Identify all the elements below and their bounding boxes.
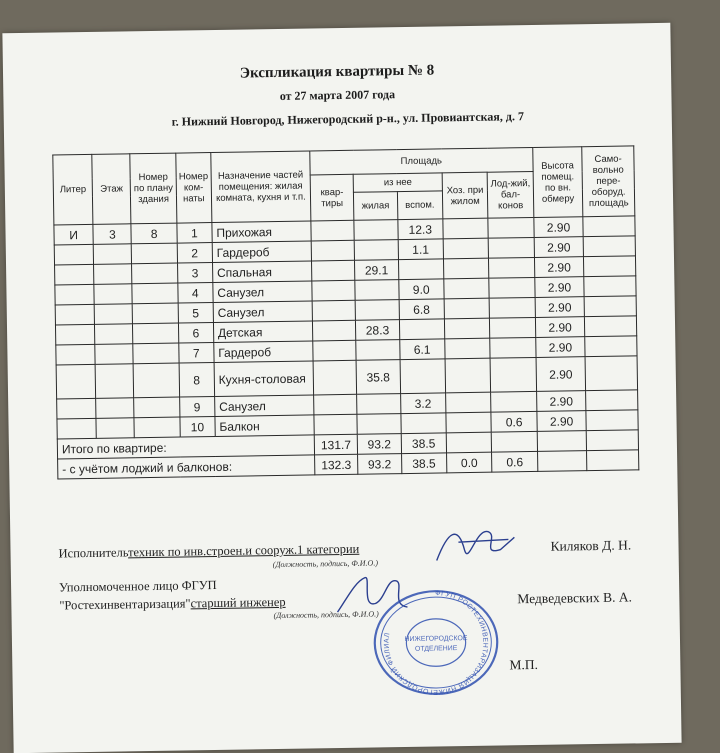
cell-room-name: Санузел <box>214 395 313 417</box>
cell-liter <box>57 418 97 439</box>
official-stamp <box>356 585 516 699</box>
cell-utility-area <box>443 238 489 259</box>
cell-liter <box>57 398 97 419</box>
total-balconies-label: - с учётом лоджий и балконов: <box>58 455 315 479</box>
cell-room-number: 4 <box>178 283 213 304</box>
cell-aux-area: 6.8 <box>399 299 445 320</box>
cell-floor <box>94 264 132 285</box>
executor-caption: (Должность, подпись, Ф.И.О.) <box>272 558 379 570</box>
cell-room-number: 9 <box>179 397 214 418</box>
cell-balcony-area <box>490 317 536 338</box>
cell-unauthorized <box>585 316 637 337</box>
cell-room-number: 1 <box>177 223 212 244</box>
total-living: 93.2 <box>357 434 401 455</box>
cell-floor <box>94 284 132 305</box>
cell-balcony-area: 0.6 <box>491 411 537 432</box>
cell-aux-area <box>400 413 446 434</box>
cell-utility-area <box>444 298 490 319</box>
cell-unauthorized <box>584 256 636 277</box>
cell-balcony-area <box>489 257 535 278</box>
cell-plan-number <box>133 303 179 324</box>
cell-living-area <box>354 240 398 261</box>
cell-living-area: 35.8 <box>356 360 400 395</box>
svg-text:ФГУП РОСТЕХИНВЕНТАРИЗАЦИЯ НИЖЕ: ФГУП РОСТЕХИНВЕНТАРИЗАЦИЯ НИЖЕГОРОДСКИЙ ФИЛИАЛ <box>383 590 489 696</box>
cell-room-name: Санузел <box>213 281 312 303</box>
total-balconies-apartment: 132.3 <box>314 454 358 475</box>
cell-balcony-area <box>489 297 535 318</box>
cell-balcony-area <box>489 277 535 298</box>
cell-room-name: Прихожая <box>212 221 311 243</box>
authorized-line2 <box>59 595 285 614</box>
total-balconies-living: 93.2 <box>358 454 402 475</box>
cell-room-number: 7 <box>179 343 214 364</box>
cell-height: 2.90 <box>535 337 585 358</box>
cell-floor <box>93 244 131 265</box>
cell-apartment-area <box>311 260 355 281</box>
header-of-it: из нее <box>353 173 442 192</box>
executor-prefix: Исполнитель <box>58 545 129 561</box>
cell-utility-area <box>445 358 491 393</box>
header-purpose: Назначение частей помещения: жилая комната, кухня и т.п. <box>211 151 311 223</box>
cell-room-number: 2 <box>177 243 212 264</box>
cell-floor <box>96 418 134 439</box>
cell-aux-area: 12.3 <box>397 219 443 240</box>
cell-room-name: Кухня-столовая <box>214 361 314 397</box>
cell-plan-number <box>132 243 178 264</box>
authorized-line1: Уполномоченное лицо ФГУП <box>58 577 217 595</box>
cell-liter <box>55 264 95 285</box>
cell-utility-area <box>446 412 492 433</box>
header-utility: Хоз. при жилом <box>442 172 488 219</box>
total-balconies-balcony: 0.6 <box>492 451 538 472</box>
header-height: Высота помещ. по вн. обмеру <box>533 147 584 218</box>
cell-room-number: 3 <box>177 263 212 284</box>
svg-text:ОТДЕЛЕНИЕ: ОТДЕЛЕНИЕ <box>414 645 458 653</box>
cell-apartment-area <box>311 220 355 241</box>
header-auxiliary: вспом. <box>397 191 443 220</box>
cell-balcony-area <box>488 217 534 238</box>
total-balconies-aux: 38.5 <box>401 453 447 474</box>
cell-height: 2.90 <box>537 411 587 432</box>
document-date: от 27 марта 2007 года <box>279 87 396 103</box>
cell-liter <box>55 284 95 305</box>
cell-room-name: Детская <box>213 321 312 343</box>
cell-living-area <box>355 300 399 321</box>
cell-liter <box>56 344 96 365</box>
cell-apartment-area <box>314 394 358 415</box>
cell-liter <box>55 304 95 325</box>
header-apartment: квар-тиры <box>310 174 354 221</box>
header-balcony: Лод-жий, бал-конов <box>487 171 533 218</box>
cell-apartment-area <box>312 320 356 341</box>
cell-balcony-area <box>491 391 537 412</box>
cell-aux-area: 6.1 <box>399 339 445 360</box>
header-plan-number: Номер по плану здания <box>130 153 176 224</box>
cell-living-area <box>357 394 401 415</box>
cell-floor <box>95 364 134 399</box>
total-label: Итого по квартире: <box>57 435 314 459</box>
cell-plan-number <box>133 343 179 364</box>
cell-floor <box>95 324 133 345</box>
cell-liter <box>54 244 94 265</box>
document-title: Экспликация квартиры № 8 <box>239 62 435 82</box>
cell-floor <box>94 304 132 325</box>
cell-utility-area <box>445 338 491 359</box>
cell-utility-area <box>444 318 490 339</box>
cell-room-number: 8 <box>179 363 215 398</box>
cell-living-area <box>354 220 398 241</box>
cell-room-number: 5 <box>178 303 213 324</box>
cell-apartment-area <box>312 300 356 321</box>
cell-plan-number <box>134 417 180 438</box>
cell-living-area: 28.3 <box>356 320 400 341</box>
header-room-number: Номер ком-наты <box>176 153 212 224</box>
cell-liter <box>56 364 96 399</box>
cell-living-area <box>357 414 401 435</box>
header-living: жилая <box>354 192 398 221</box>
cell-floor: 3 <box>93 224 131 245</box>
document-sheet <box>2 23 681 753</box>
cell-plan-number <box>133 363 179 398</box>
executor-name: Киляков Д. Н. <box>550 537 632 554</box>
cell-aux-area <box>400 359 446 394</box>
cell-living-area <box>356 340 400 361</box>
cell-unauthorized <box>584 296 636 317</box>
cell-height: 2.90 <box>534 257 584 278</box>
executor-signature <box>428 519 519 570</box>
cell-plan-number <box>132 283 178 304</box>
cell-height: 2.90 <box>534 237 584 258</box>
cell-utility-area <box>444 278 490 299</box>
explication-table <box>52 145 639 479</box>
cell-unauthorized <box>586 390 638 411</box>
cell-floor <box>96 398 134 419</box>
cell-room-name: Санузел <box>213 301 312 323</box>
header-area: Площадь <box>310 147 533 174</box>
cell-liter: И <box>54 224 94 245</box>
cell-room-number: 10 <box>180 417 215 438</box>
cell-aux-area <box>399 319 445 340</box>
cell-height: 2.90 <box>534 217 584 238</box>
cell-aux-area: 3.2 <box>400 393 446 414</box>
cell-room-name: Гардероб <box>214 341 313 363</box>
cell-plan-number: 8 <box>131 223 177 244</box>
authorized-name: Медведевских В. А. <box>517 589 632 607</box>
cell-utility-area <box>446 392 492 413</box>
cell-unauthorized <box>585 356 637 391</box>
cell-apartment-area <box>312 280 356 301</box>
cell-unauthorized <box>585 336 637 357</box>
cell-unauthorized <box>584 276 636 297</box>
cell-room-name: Гардероб <box>212 241 311 263</box>
cell-unauthorized <box>583 216 635 237</box>
svg-text:НИЖЕГОРОДСКОЕ: НИЖЕГОРОДСКОЕ <box>404 635 468 644</box>
cell-apartment-area <box>313 340 357 361</box>
cell-height: 2.90 <box>536 391 586 412</box>
document-address: г. Нижний Новгород, Нижегородский р-н., ул. Провиантская, д. 7 <box>171 109 525 129</box>
cell-height: 2.90 <box>535 297 585 318</box>
cell-apartment-area <box>313 360 357 395</box>
cell-unauthorized <box>586 410 638 431</box>
cell-plan-number <box>132 263 178 284</box>
cell-room-number: 6 <box>178 323 213 344</box>
total-apartment: 131.7 <box>314 434 358 455</box>
authorized-caption: (Должность, подпись, Ф.И.О.) <box>273 609 379 621</box>
cell-height: 2.90 <box>535 317 585 338</box>
cell-room-name: Спальная <box>212 261 311 283</box>
cell-living-area <box>355 280 399 301</box>
authorized-role: старший инженер <box>190 594 286 611</box>
header-floor: Этаж <box>92 154 131 225</box>
cell-living-area: 29.1 <box>355 260 399 281</box>
cell-balcony-area <box>490 357 536 392</box>
header-liter: Литер <box>53 154 93 225</box>
cell-utility-area <box>443 258 489 279</box>
cell-balcony-area <box>490 337 536 358</box>
cell-room-name: Балкон <box>215 415 314 437</box>
executor-role: техник по инв.строен.и сооруж.1 категории <box>127 541 360 560</box>
header-unauthorized: Само-вольно пере-оборуд. площадь <box>582 146 635 217</box>
cell-utility-area <box>443 218 489 239</box>
cell-liter <box>55 324 95 345</box>
cell-plan-number <box>133 323 179 344</box>
total-balconies-utility: 0.0 <box>446 452 492 473</box>
cell-aux-area: 9.0 <box>398 279 444 300</box>
cell-unauthorized <box>583 236 635 257</box>
cell-height: 2.90 <box>535 277 585 298</box>
total-aux: 38.5 <box>401 433 447 454</box>
seal-label: М.П. <box>509 656 538 673</box>
authorized-org: "Ростехинвентаризация" <box>59 596 191 613</box>
cell-floor <box>95 344 133 365</box>
cell-aux-area <box>398 259 444 280</box>
cell-balcony-area <box>489 237 535 258</box>
cell-aux-area: 1.1 <box>398 239 444 260</box>
cell-plan-number <box>134 397 180 418</box>
cell-apartment-area <box>311 240 355 261</box>
cell-apartment-area <box>314 414 358 435</box>
cell-height: 2.90 <box>536 357 586 392</box>
